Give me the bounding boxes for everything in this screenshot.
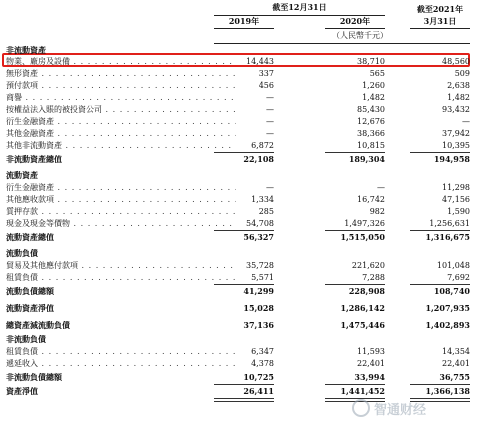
- subtotal-rule: [410, 284, 470, 285]
- cell-v2: 33,994: [354, 372, 385, 382]
- table-row: [0, 139, 480, 152]
- cell-v3: 1,256,631: [429, 219, 470, 228]
- total-row: [0, 371, 480, 384]
- cell-v1: —: [266, 117, 274, 126]
- cell-v3: 37,942: [442, 129, 470, 138]
- cell-v1: 56,327: [243, 232, 274, 242]
- header-underline-2019: [214, 28, 274, 29]
- unit-label: （人民幣千元）: [332, 31, 388, 40]
- cell-v2: 1,515,050: [340, 232, 385, 242]
- col-2021-header-line2: 3月31日: [423, 16, 457, 26]
- cell-v2: 1,475,446: [340, 320, 385, 330]
- cell-v3: 1,207,935: [425, 303, 470, 313]
- row-label: 商譽 . . .: [6, 91, 236, 104]
- subtotal-rule: [214, 284, 274, 285]
- cell-v3: 1,316,675: [425, 232, 470, 242]
- total-row: [0, 302, 480, 315]
- row-label: 其他非流動資產 . . .: [6, 139, 236, 152]
- row-label: 流動負債: [6, 248, 38, 258]
- cell-v3: 1,482: [447, 93, 470, 102]
- cell-v3: 14,354: [442, 347, 470, 356]
- total-row: [0, 285, 480, 298]
- cell-v1: 337: [258, 69, 274, 78]
- cell-v3: 36,755: [439, 372, 470, 382]
- header-underline-2021: [410, 28, 470, 29]
- cell-v3: 48,560: [442, 57, 470, 66]
- cell-v1: 4,378: [251, 359, 274, 368]
- row-label: 其他金融資產 . . .: [6, 127, 236, 140]
- subtotal-rule: [214, 230, 274, 231]
- subtotal-rule: [214, 152, 274, 153]
- cell-v3: 10,395: [442, 141, 470, 150]
- cell-v3: 7,692: [447, 273, 470, 282]
- row-label: 租賃負債 . . .: [6, 271, 236, 284]
- cell-v2: —: [377, 183, 385, 192]
- cell-v1: 14,443: [246, 57, 274, 66]
- row-label: 流動負債總額: [6, 286, 54, 296]
- cell-v2: 1,497,326: [344, 219, 385, 228]
- cell-v3: —: [462, 117, 470, 126]
- cell-v1: 285: [258, 207, 274, 216]
- row-label: 資產淨值: [6, 386, 38, 396]
- row-label: 流動資產: [6, 170, 38, 180]
- row-label: 現金及現金等價物 . . .: [6, 217, 236, 230]
- cell-v2: 38,710: [357, 57, 385, 66]
- cell-v2: 38,366: [357, 129, 385, 138]
- total-double-rule: [214, 398, 274, 402]
- row-label: 預付款項 . . .: [6, 79, 236, 92]
- cell-v3: 11,298: [442, 183, 470, 192]
- cell-v3: 2,638: [447, 81, 470, 90]
- row-label: 非流動資產總值: [6, 154, 62, 164]
- row-label: 質押存款 . . .: [6, 205, 236, 218]
- table-row: [0, 357, 480, 370]
- cell-v2: 85,430: [357, 105, 385, 114]
- col-2019-header: 2019年: [228, 16, 260, 26]
- subtotal-rule: [325, 284, 385, 285]
- subtotal-rule: [325, 230, 385, 231]
- cell-v1: —: [266, 129, 274, 138]
- row-label: 非流動負債總額: [6, 372, 62, 382]
- cell-v1: 10,725: [243, 372, 274, 382]
- subtotal-rule: [410, 384, 470, 385]
- row-label: 貿易及其他應付款項 . . .: [6, 259, 236, 272]
- cell-v3: 1,590: [447, 207, 470, 216]
- cell-v2: 1,286,142: [340, 303, 385, 313]
- cell-v1: 54,708: [246, 219, 274, 228]
- cell-v1: —: [266, 183, 274, 192]
- subtotal-rule: [325, 384, 385, 385]
- col-2020-header: 2020年: [339, 16, 371, 26]
- total-row: [0, 231, 480, 244]
- row-label: 按權益法入賬的被投資公司 . . .: [6, 103, 236, 116]
- row-label: 流動資產總值: [6, 232, 54, 242]
- subtotal-rule: [410, 152, 470, 153]
- total-row: [0, 153, 480, 166]
- cell-v3: 108,740: [433, 286, 470, 296]
- cell-v1: 456: [258, 81, 274, 90]
- table-row: [0, 271, 480, 284]
- cell-v2: 228,908: [348, 286, 385, 296]
- cell-v1: 1,334: [251, 195, 274, 204]
- cell-v2: 10,815: [357, 141, 385, 150]
- row-label: 衍生金融資產 . . .: [6, 181, 236, 194]
- cell-v1: 41,299: [243, 286, 274, 296]
- cell-v1: —: [266, 105, 274, 114]
- cell-v2: 1,482: [362, 93, 385, 102]
- cell-v3: 1,366,138: [425, 386, 470, 396]
- cell-v3: 509: [454, 69, 470, 78]
- cell-v3: 47,156: [442, 195, 470, 204]
- cell-v1: 5,571: [251, 273, 274, 282]
- row-label: 衍生金融資產 . . .: [6, 115, 236, 128]
- cell-v3: 1,402,893: [425, 320, 470, 330]
- cell-v3: 194,958: [433, 154, 470, 164]
- table-row: [0, 217, 480, 230]
- cell-v2: 189,304: [348, 154, 385, 164]
- cell-v2: 1,441,452: [340, 386, 385, 396]
- cell-v2: 565: [369, 69, 385, 78]
- cell-v2: 221,620: [351, 261, 385, 270]
- cell-v2: 12,676: [357, 117, 385, 126]
- row-label: 租賃負債 . . .: [6, 345, 236, 358]
- row-label: 非流動負債: [6, 334, 46, 344]
- row-label: 物業、廠房及設備 . . .: [6, 55, 236, 68]
- cell-v2: 16,742: [357, 195, 385, 204]
- row-label: 無形資產 . . .: [6, 67, 236, 80]
- row-label: 其他應收款項 . . .: [6, 193, 236, 206]
- zhitong-logo-icon: [352, 399, 370, 417]
- watermark: [352, 397, 478, 419]
- cell-v1: 37,136: [243, 320, 274, 330]
- cell-v1: 22,108: [243, 154, 274, 164]
- row-label: 總資產減流動負債: [6, 320, 70, 330]
- cell-v3: 101,048: [436, 261, 470, 270]
- cell-v1: 35,728: [246, 261, 274, 270]
- cell-v3: 22,401: [442, 359, 470, 368]
- subtotal-rule: [325, 152, 385, 153]
- cell-v3: 93,432: [442, 105, 470, 114]
- cell-v2: 11,593: [357, 347, 385, 356]
- cell-v2: 22,401: [357, 359, 385, 368]
- cell-v1: 26,411: [243, 386, 274, 396]
- header-underline-2020: [325, 28, 385, 29]
- row-label: 非流動資產: [6, 45, 46, 55]
- row-label: 遞延收入 . . .: [6, 357, 236, 370]
- cell-v2: 1,260: [362, 81, 385, 90]
- cell-v1: —: [266, 93, 274, 102]
- cell-v2: 982: [369, 207, 385, 216]
- subtotal-rule: [214, 384, 274, 385]
- row-label: 流動資產淨值: [6, 303, 54, 313]
- cell-v1: 6,347: [251, 347, 274, 356]
- cell-v1: 6,872: [251, 141, 274, 150]
- period-title: 截至12月31日: [272, 2, 327, 12]
- watermark-text: 智通财经: [374, 403, 427, 418]
- total-row: [0, 319, 480, 332]
- subtotal-rule: [410, 230, 470, 231]
- col-2021-header-line1: 截至2021年: [416, 4, 464, 14]
- cell-v2: 7,288: [362, 273, 385, 282]
- cell-v1: 15,028: [243, 303, 274, 313]
